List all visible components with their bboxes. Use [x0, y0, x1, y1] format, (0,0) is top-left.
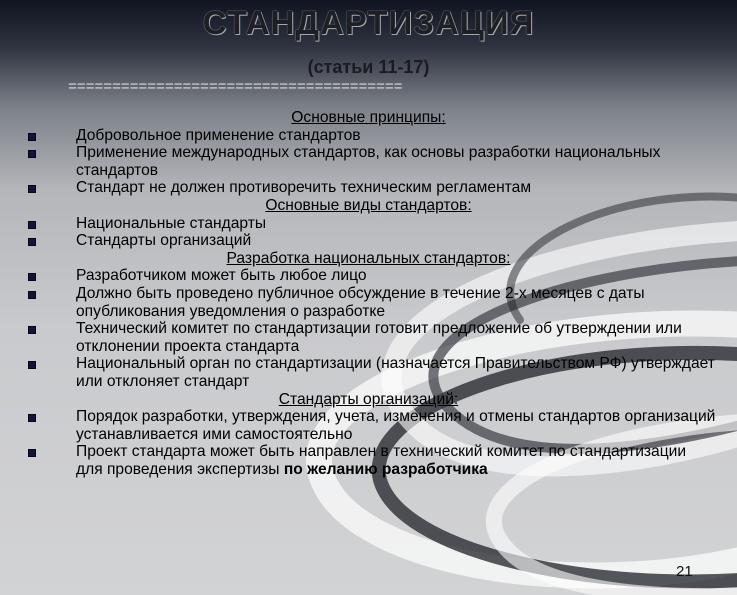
list-item [0, 320, 737, 355]
square-bullet-icon [28, 326, 36, 334]
list-item-text: Технический комитет по стандартизации готовит предложение об утверждении или отклонении проекта стандарта [76, 320, 682, 355]
list-item-text: Должно быть проведено публичное обсуждение в течение 2-х месяцев с даты опубликования уведомления о разработке [76, 284, 645, 320]
square-bullet-icon [28, 449, 36, 457]
section-heading-national: Разработка национальных стандартов: [226, 249, 511, 267]
list-item-text: Проект стандарта может быть направлен в технический комитет по стандартизации для проведения экспертизы [76, 443, 687, 478]
list-item [0, 215, 737, 233]
list-item-text: Разработчиком может быть любое лицо [76, 267, 367, 285]
square-bullet-icon [28, 361, 36, 369]
list-item [0, 144, 737, 179]
square-bullet-icon [28, 133, 36, 141]
list-item [0, 443, 737, 478]
section-heading-types: Основные виды стандартов: [265, 196, 472, 214]
list-item [0, 285, 737, 320]
list-item [0, 127, 737, 145]
list-item-text: Добровольное применение стандартов [76, 126, 361, 144]
emphasized-text: по желанию разработчика [283, 460, 488, 478]
list-item-text: Порядок разработки, утверждения, учета, изменения и отмены стандартов организаций устанавливается ими самостоятельно [76, 408, 716, 443]
square-bullet-icon [28, 150, 36, 158]
list-item [0, 408, 737, 443]
list-item-text: Стандарты организаций [76, 232, 252, 250]
square-bullet-icon [28, 238, 36, 246]
list-item-text: Применение международных стандартов, как основы разработки национальных стандартов [76, 144, 661, 179]
section-heading-principles: Основные принципы: [291, 109, 446, 126]
square-bullet-icon [28, 185, 36, 193]
slide-title: СТАНДАРТИЗАЦИЯ [202, 4, 535, 41]
square-bullet-icon [28, 273, 36, 281]
list-item [0, 179, 737, 197]
section-heading-organizations: Стандарты организаций: [278, 390, 459, 408]
list-item [0, 355, 737, 390]
slide-content [0, 109, 737, 478]
slide-subtitle: (статьи 11-17) [307, 57, 430, 77]
title-divider-rule: ====================================== [68, 80, 403, 96]
list-item [0, 232, 737, 250]
page-number: 21 [676, 563, 693, 580]
square-bullet-icon [28, 414, 36, 422]
square-bullet-icon [28, 291, 36, 299]
list-item-text: Стандарт не должен противоречить техническим регламентам [76, 179, 532, 197]
list-item [0, 267, 737, 285]
square-bullet-icon [28, 221, 36, 229]
list-item-text: Национальные стандарты [76, 214, 267, 232]
list-item-text: Национальный орган по стандартизации (назначается Правительством РФ) утверждает или отклоняет стандарт [76, 355, 715, 390]
